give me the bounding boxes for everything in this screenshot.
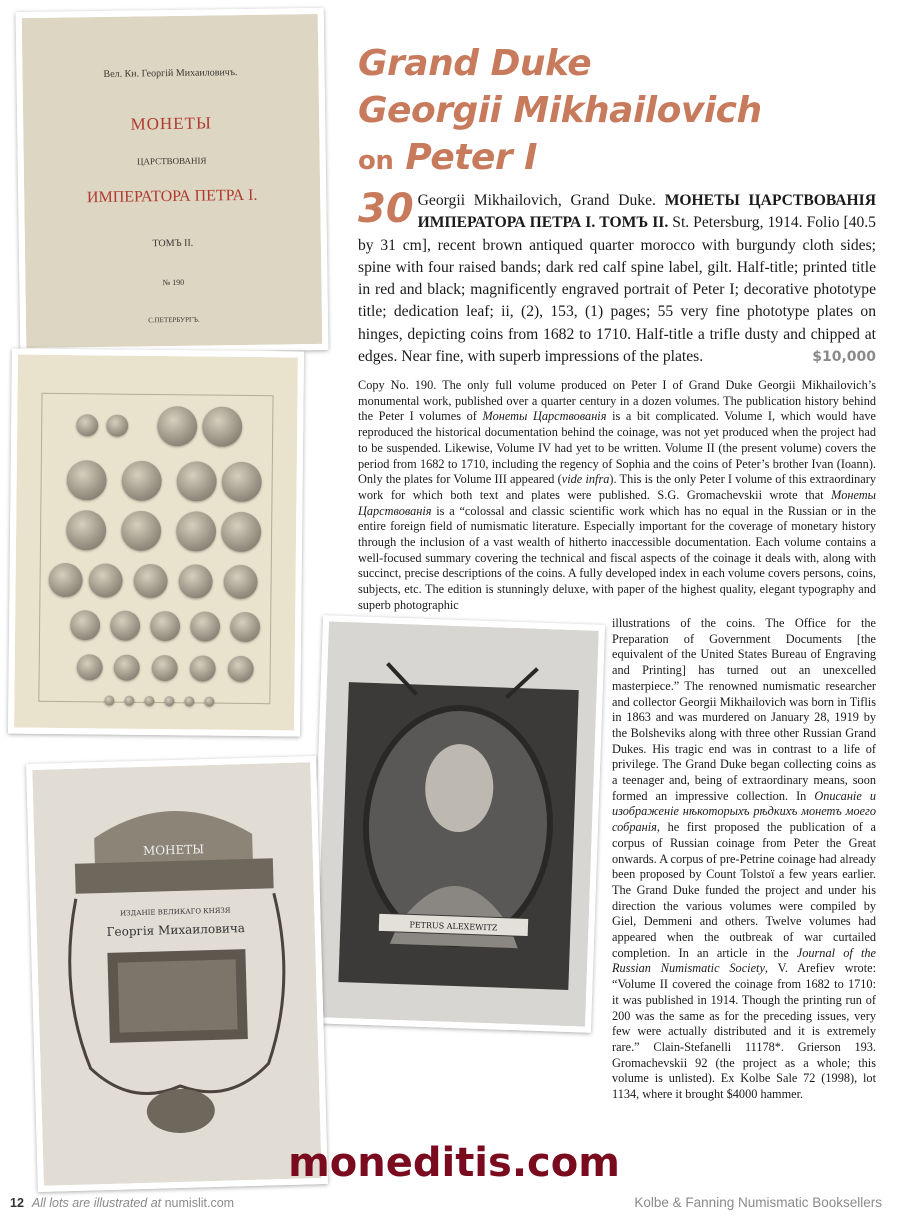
coin-image: [106, 414, 128, 436]
desc-text: illustrations of the coins. The Office for the Preparation of Government Documents [the equivalent of the United States Bureau of Engraving and Printing] has turned out an unexcelled masterpiece.” The renowned numismatic researcher and collector Georgii Mikhailovich was born in Tiflis in 1863 and was murdered on January 28, 1919 by the Bolsheviks along with three other Russian Grand Dukes. His tragic end was in contrast to a life of privilege. The Grand Duke began collecting coins as a teenager and, being of extraordinary means, soon formed an impressive collection. In: [612, 616, 876, 803]
decorative-title-ornament: [32, 762, 322, 1186]
desc-italic: vide infra: [561, 472, 610, 487]
coin-image: [144, 696, 154, 706]
coin-image: [77, 654, 103, 680]
photo-title-volume: ТОМЪ II.: [152, 237, 194, 250]
coin-image: [190, 655, 216, 681]
coin-image: [110, 611, 140, 641]
portrait-caption: PETRUS ALEXEWITZ: [409, 920, 498, 933]
heading-line1: Grand Duke: [358, 43, 592, 84]
desc-italic: Монеты Царствованія: [358, 487, 876, 518]
coin-image: [157, 406, 197, 446]
coin-image: [76, 414, 98, 436]
coin-image: [114, 655, 140, 681]
footer-link[interactable]: numislit.com: [164, 1196, 235, 1210]
photo-title-number: № 190: [162, 277, 185, 288]
heading-line2: Georgii Mikhailovich: [358, 90, 762, 131]
coin-image: [230, 612, 260, 642]
desc-text: ). This is the only Peter I volume of this extraordinary work for which both text and plates were published. S.G. Gromachevskii wrote that: [358, 472, 876, 502]
lot-text: St. Petersburg, 1914. Folio [40.5 by 31 cm], recent brown antiqued quarter morocco with burgundy cloth sides; spine with four raised bands; dark red calf spine label, gilt. Half-title; printed title in red and black; magnificently engraved portrait of Peter I; decorative phototype title; dedication leaf; ii, (2), 153, (1) pages; 55 very fine phototype plates on hinges, depicting coins from 1682 to 1710. Half-title a trifle dusty and chipped at edges. Near fine, with superb impressions of the plates.: [358, 214, 876, 366]
footer-publisher: Kolbe & Fanning Numismatic Booksellers: [634, 1195, 882, 1210]
coin-image: [121, 511, 161, 551]
heading-on: on: [358, 146, 394, 176]
watermark: moneditis.com: [288, 1140, 620, 1186]
photo-title-imprint: С.ПЕТЕРБУРГЪ.: [148, 315, 200, 325]
coin-image: [121, 461, 161, 501]
coin-image: [221, 462, 261, 502]
photo-title-sub: ЦАРСТВОВАНІЯ: [136, 155, 207, 167]
coin-plate-photo: [8, 348, 304, 736]
coin-image: [204, 697, 214, 707]
coin-image: [184, 696, 194, 706]
desc-text: , V. Arefiev wrote: “Volume II covered the coinage from 1682 to 1710: it was published in 1914. Though the printing run of 200 was the same as for the preceding issues, very few were actually distributed and it is extremely rare.” Clain-Stefanelli 11178*. Grierson 193. Gromachevskii 92 (the project as a whole; this volume is unlisted). Ex Kolbe Sale 72 (1998), lot 1134, where it brought $4000 hammer.: [612, 961, 876, 1102]
desc-italic: Описаніе и изображеніе нѣкоторыхъ рѣдкихъ монетъ моего собранія: [612, 788, 876, 835]
desc-text: is a “colossal and classic scientific work which has no equal in the Russian or in the entire foreign field of numismatic literature. Especially important for the coverage of monetary history through the inclusion of a vast wealth of hitherto inaccessible documentation. Each volume contains a well-focused summary covering the technical and fiscal aspects of the coinage it deals with, along with succinct, precise descriptions of the coins. A fully developed index in each volume covers persons, coins, subjects, etc. The edition is stunningly deluxe, with paper of the highest quality, elegant typography and superb photographic: [358, 503, 876, 612]
decorative-title-photo: [26, 756, 328, 1192]
portrait-photo: [309, 615, 605, 1033]
coin-image: [88, 563, 122, 597]
coin-image: [164, 696, 174, 706]
footer-note: All lots are illustrated at: [31, 1196, 165, 1210]
lot-number: 30: [358, 186, 414, 232]
decorative-line2: Георгія Михаиловича: [106, 921, 246, 939]
article-heading: [358, 40, 878, 185]
coin-image: [124, 696, 134, 706]
lot-title: МОНЕТЫ ЦАРСТВОВАНІЯ ИМПЕРАТОРА ПЕТРА I. ТОМЪ II.: [417, 192, 876, 232]
coin-image: [70, 610, 100, 640]
desc-italic: Монеты Царствованія: [482, 409, 607, 424]
coin-image: [228, 656, 254, 682]
coin-image: [202, 406, 242, 446]
coin-image: [221, 512, 261, 552]
coin-image: [178, 564, 212, 598]
coin-image: [150, 611, 180, 641]
coin-image: [48, 563, 82, 597]
coin-image: [176, 461, 216, 501]
lot-price: $10,000: [812, 349, 876, 366]
coin-image: [66, 460, 106, 500]
coin-image: [66, 510, 106, 550]
footer-left: [10, 1196, 234, 1210]
photo-title-author: Вел. Кн. Георгій Михаиловичъ.: [103, 67, 238, 80]
description-part1: [358, 378, 876, 614]
coin-image: [176, 511, 216, 551]
heading-line3: Peter I: [405, 137, 538, 178]
coin-image: [152, 655, 178, 681]
decorative-line1: ИЗДАНІЕ ВЕЛИКАГО КНЯЗЯ: [119, 906, 231, 918]
desc-text: , he first proposed the publication of a corpus of Russian coinage from Peter the Great onwards. A corpus of pre-Petrine coinage had already been proposed by Count Tolstoï a few years earlier. The Grand Duke funded the project and under his direction the various volumes were compiled by Giel, Demmeni and others. Twelve volumes had appeared when the outbreak of war curtailed completion. In an article in the: [612, 820, 876, 960]
lot-entry: [358, 186, 876, 368]
coin-image: [190, 611, 220, 641]
coin-image: [104, 695, 114, 705]
page-number: 12: [10, 1196, 24, 1210]
coin-image: [223, 565, 257, 599]
desc-italic: Journal of the Russian Numismatic Society: [612, 945, 876, 976]
lot-author: Georgii Mikhailovich, Grand Duke.: [417, 192, 665, 209]
photo-title-main: МОНЕТЫ: [130, 113, 212, 134]
coin-image: [133, 564, 167, 598]
desc-text: is a bit complicated. Volume I, which would have reproduced the historical documentation behind the coinage, was not yet produced when the project had to be suspended. Likewise, Volume IV had yet to be written. Volume II (the present volume) covers the period from 1682 to 1710, including the regency of Sophia and the coins of Peter’s brother Ivan (Ioann). Only the plates for Volume III appeared (: [358, 409, 876, 487]
desc-text: Copy No. 190. The only full volume produced on Peter I of Grand Duke Georgii Mikhailovich’s monumental work, published over a quarter century in a dozen volumes. The publication history behind the Peter I volumes of: [358, 378, 876, 424]
title-page-photo: [16, 8, 329, 354]
description-part2: [612, 616, 876, 1103]
decorative-banner: МОНЕТЫ: [142, 842, 205, 858]
portrait-engraving: [315, 621, 599, 1026]
photo-title-emperor: ИМПЕРАТОРА ПЕТРА I.: [86, 186, 258, 207]
